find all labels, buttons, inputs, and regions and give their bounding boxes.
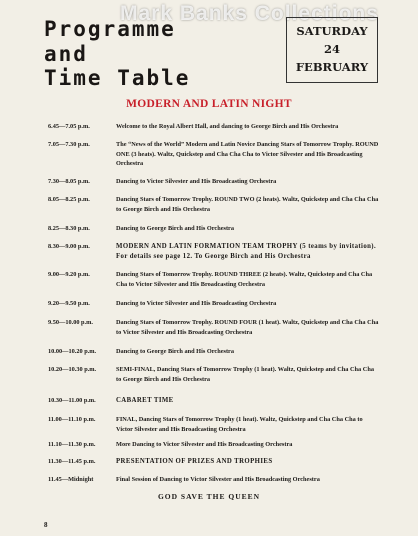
title-block [44,17,190,91]
row-time: 7.05—7.30 p.m. [48,141,90,148]
row-time: 11.10—11.30 p.m. [48,441,96,448]
row-description: Dancing to George Birch and His Orchestra [116,225,235,232]
title-line-programme: Programme [44,17,176,41]
row-description: Final Session of Dancing to Victor Silvester and His Broadcasting Orchestra [116,476,320,483]
row-description: FINAL, Dancing Stars of Tomorrow Trophy (1 heat). Waltz, Quickstep and Cha Cha Cha to Victor Silvester and His Broadcasting Orchestra [116,416,363,433]
row-description: Dancing Stars of Tomorrow Trophy. ROUND THREE (2 heats). Waltz, Quickstep and Cha Cha Cha to Victor Silvester and His Broadcasting Orchestra [116,271,373,288]
row-time: 8.30—9.00 p.m. [48,243,90,250]
row-time: 10.20—10.30 p.m. [48,366,97,373]
row-time: 10.00—10.20 p.m. [48,348,97,355]
row-description: CABARET TIME [116,397,174,404]
title-line-and: and [44,41,88,66]
date-month: FEBRUARY [295,60,369,74]
row-description: Dancing to Victor Silvester and His Broadcasting Orchestra [116,178,277,185]
date-day: 24 [323,42,340,56]
row-time: 9.50—10.00 p.m. [48,319,93,326]
night-title: MODERN AND LATIN NIGHT [126,98,292,110]
row-description: PRESENTATION OF PRIZES AND TROPHIES [116,458,273,465]
row-description: SEMI-FINAL, Dancing Stars of Tomorrow Trophy (1 heat). Waltz, Quickstep and Cha Cha Cha to George Birch and His Orchestra [116,366,374,383]
page-number: 8 [44,521,48,529]
row-time: 8.25—8.30 p.m. [48,225,90,232]
row-description: Welcome to the Royal Albert Hall, and dancing to George Birch and His Orchestra [116,123,339,130]
row-time: 11.30—11.45 p.m. [48,458,96,465]
closing-line: GOD SAVE THE QUEEN [157,492,261,501]
row-time: 8.05—8.25 p.m. [48,196,90,203]
row-time: 9.20—9.50 p.m. [48,300,90,307]
row-description: Dancing to Victor Silvester and His Broadcasting Orchestra [116,300,277,307]
title-line-time-table: Time Table [44,66,191,90]
row-time: 7.30—8.05 p.m. [48,178,90,185]
row-description: Dancing to George Birch and His Orchestra [116,348,235,355]
row-time: 11.45—Midnight [48,476,94,483]
date-weekday: SATURDAY [296,24,368,38]
row-description: Dancing Stars of Tomorrow Trophy. ROUND FOUR (1 heat). Waltz, Quickstep and Cha Cha Cha to Victor Silvester and His Broadcasting Orchestra [116,319,379,336]
row-time: 9.00—9.20 p.m. [48,271,90,278]
watermark-text: Mark Banks Collections [120,2,379,25]
row-time: 6.45—7.05 p.m. [48,123,90,130]
row-time: 11.00—11.10 p.m. [48,416,96,423]
date-box [286,17,378,83]
row-time: 10.30—11.00 p.m. [48,397,96,404]
row-description: Dancing Stars of Tomorrow Trophy. ROUND TWO (2 heats). Waltz, Quickstep and Cha Cha Cha to George Birch and His Orchestra [116,196,379,213]
row-description: More Dancing to Victor Silvester and His Broadcasting Orchestra [116,441,293,448]
row-description: MODERN AND LATIN FORMATION TEAM TROPHY (5 teams by invitation). For details see page 12. To George Birch and His Orchestra [116,243,377,260]
row-description: The “News of the World” Modern and Latin Novice Dancing Stars of Tomorrow Trophy. ROUND ONE (3 heats). Waltz, Quickstep and Cha Cha Cha to Victor Silvester and His Broadcasting Orchestra [116,141,379,167]
